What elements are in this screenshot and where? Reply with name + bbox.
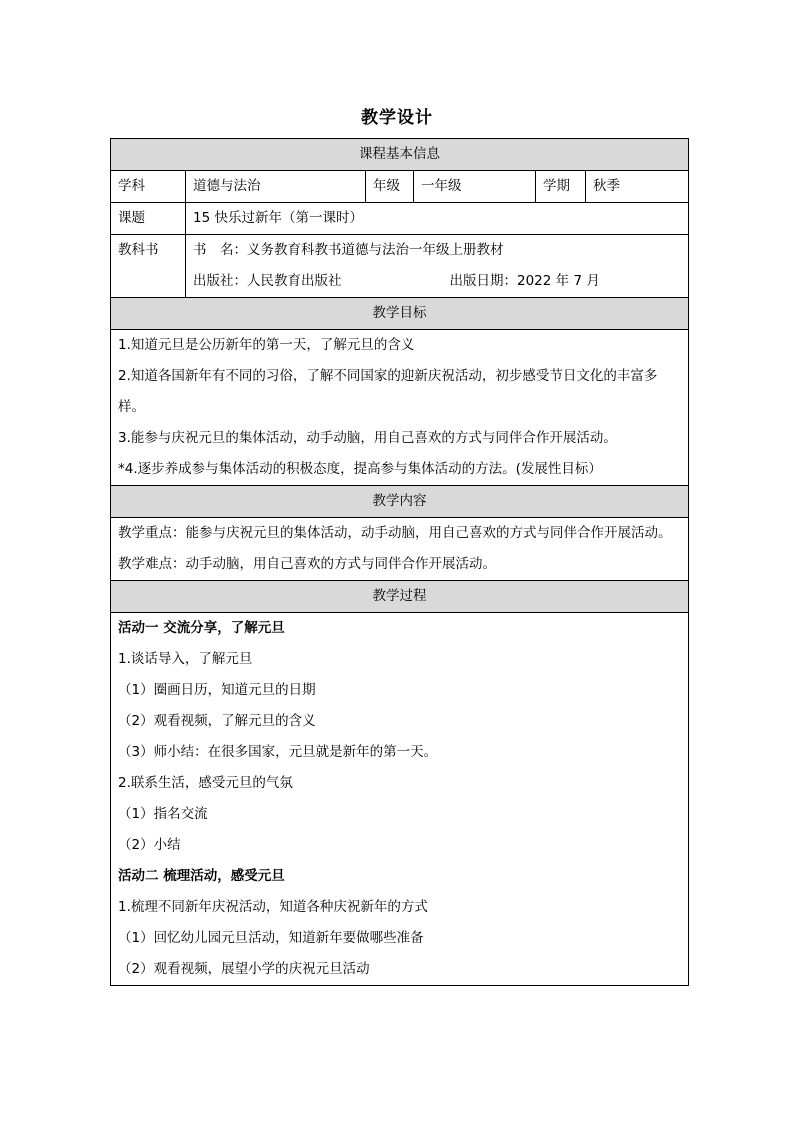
process-step: 2.联系生活，感受元旦的气氛 [118,775,293,791]
textbook-label [111,235,186,298]
process-step: 1.梳理不同新年庆祝活动，知道各种庆祝新年的方式 [118,899,428,915]
publisher: 出版社：人民教育出版社 [193,273,342,289]
grade-value: 一年级 [414,171,536,203]
objectives-cell [111,330,689,486]
lesson-label: 课题 [111,203,186,235]
publish-date: 出版日期：2022 年 7 月 [449,273,600,289]
objective-item: 3.能参与庆祝元旦的集体活动，动手动脑，用自己喜欢的方式与同伴合作开展活动。 [118,430,617,446]
objective-item: *4.逐步养成参与集体活动的积极态度，提高参与集体活动的方法。(发展性目标） [118,461,602,477]
process-step: 1.谈话导入，了解元旦 [118,651,253,667]
difficult-point: 教学难点：动手动脑，用自己喜欢的方式与同伴合作开展活动。 [118,556,496,572]
lesson-plan-table [110,138,689,986]
objective-item: 2.知道各国新年有不同的习俗，了解不同国家的迎新庆祝活动，初步感受节日文化的丰富多样。 [118,368,658,415]
subject-value: 道德与法治 [186,171,366,203]
lesson-value: 15 快乐过新年（第一课时） [186,203,689,235]
process-substep: （3）师小结：在很多国家，元旦就是新年的第一天。 [118,744,438,760]
process-substep: （1）指名交流 [118,806,208,822]
section-header-objectives: 教学目标 [111,298,689,330]
key-point: 教学重点：能参与庆祝元旦的集体活动，动手动脑，用自己喜欢的方式与同伴合作开展活动。 [118,525,672,541]
process-substep: （1）圈画日历，知道元旦的日期 [118,682,316,698]
process-substep: （2）小结 [118,837,181,853]
publisher-line [193,266,681,297]
objective-item: 1.知道元旦是公历新年的第一天，了解元旦的含义 [118,337,415,353]
section-header-process: 教学过程 [111,581,689,613]
textbook-label-text: 教科书 [118,242,159,258]
process-substep: （1）回忆幼儿园元旦活动，知道新年要做哪些准备 [118,930,424,946]
book-name: 书 名：义务教育科教书道德与法治一年级上册教材 [193,242,504,258]
section-header-content: 教学内容 [111,486,689,518]
activity-heading: 活动一 交流分享，了解元旦 [118,620,285,636]
process-substep: （2）观看视频，了解元旦的含义 [118,713,316,729]
term-label: 学期 [536,171,586,203]
section-header-basic-info: 课程基本信息 [111,139,689,171]
process-substep: （2）观看视频，展望小学的庆祝元旦活动 [118,961,370,977]
grade-label: 年级 [366,171,414,203]
process-cell [111,613,689,986]
activity-heading: 活动二 梳理活动，感受元旦 [118,868,285,884]
document-title: 教学设计 [361,108,433,128]
term-value: 秋季 [586,171,689,203]
content-cell [111,518,689,581]
subject-label: 学科 [111,171,186,203]
textbook-info [186,235,689,298]
